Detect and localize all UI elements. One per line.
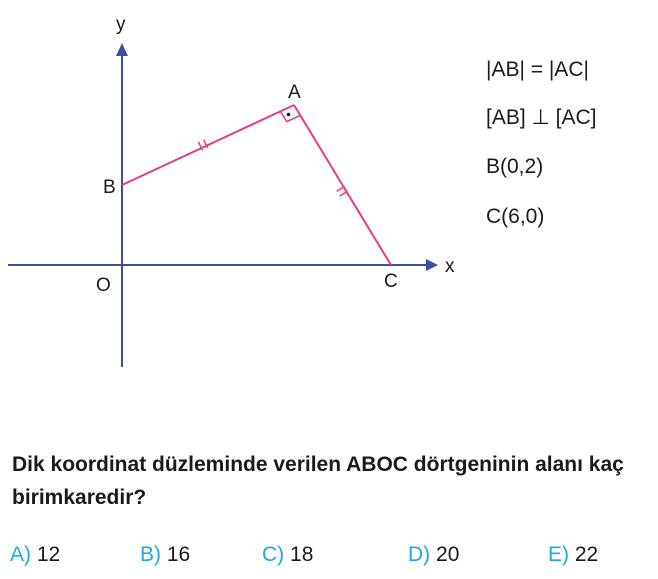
coordinate-diagram — [0, 0, 470, 380]
option-b[interactable] — [140, 543, 190, 567]
option-a-letter: A) — [10, 543, 31, 566]
point-b-label: B — [103, 177, 116, 198]
option-e-letter: E) — [548, 543, 569, 566]
option-a[interactable] — [10, 543, 60, 567]
right-angle-dot — [287, 113, 291, 117]
x-axis-arrow — [426, 259, 438, 271]
x-axis-label: x — [445, 256, 455, 277]
origin-label: O — [96, 275, 111, 296]
point-c-label: C — [384, 271, 398, 292]
y-axis-arrow — [116, 43, 128, 56]
given-point-b: B(0,2) — [486, 155, 544, 178]
option-d-letter: D) — [408, 543, 431, 566]
right-angle-marker — [280, 111, 300, 121]
given-perpendicular: [AB] ⊥ [AC] — [486, 106, 597, 129]
option-a-value: 12 — [36, 543, 61, 566]
option-c-value: 18 — [290, 543, 314, 566]
given-equal-lengths: |AB| = |AC| — [486, 58, 589, 81]
tick-ac-1 — [337, 186, 345, 191]
option-e-value: 22 — [574, 543, 599, 566]
y-axis-label: y — [116, 14, 126, 35]
option-e[interactable] — [548, 543, 598, 567]
tick-ac-2 — [340, 191, 348, 196]
option-b-letter: B) — [140, 543, 161, 566]
segment-ac — [294, 105, 391, 265]
point-a-label: A — [288, 82, 301, 103]
option-d-value: 20 — [436, 543, 460, 566]
question-text: Dik koordinat düzleminde verilen ABOC dörtgeninin alanı kaç birimkaredir? — [12, 453, 624, 509]
option-c-letter: C) — [262, 543, 285, 566]
option-c[interactable] — [262, 543, 313, 567]
given-point-c: C(6,0) — [486, 205, 545, 228]
segment-ba — [122, 105, 294, 185]
option-b-value: 16 — [166, 543, 191, 566]
option-d[interactable] — [408, 543, 459, 567]
